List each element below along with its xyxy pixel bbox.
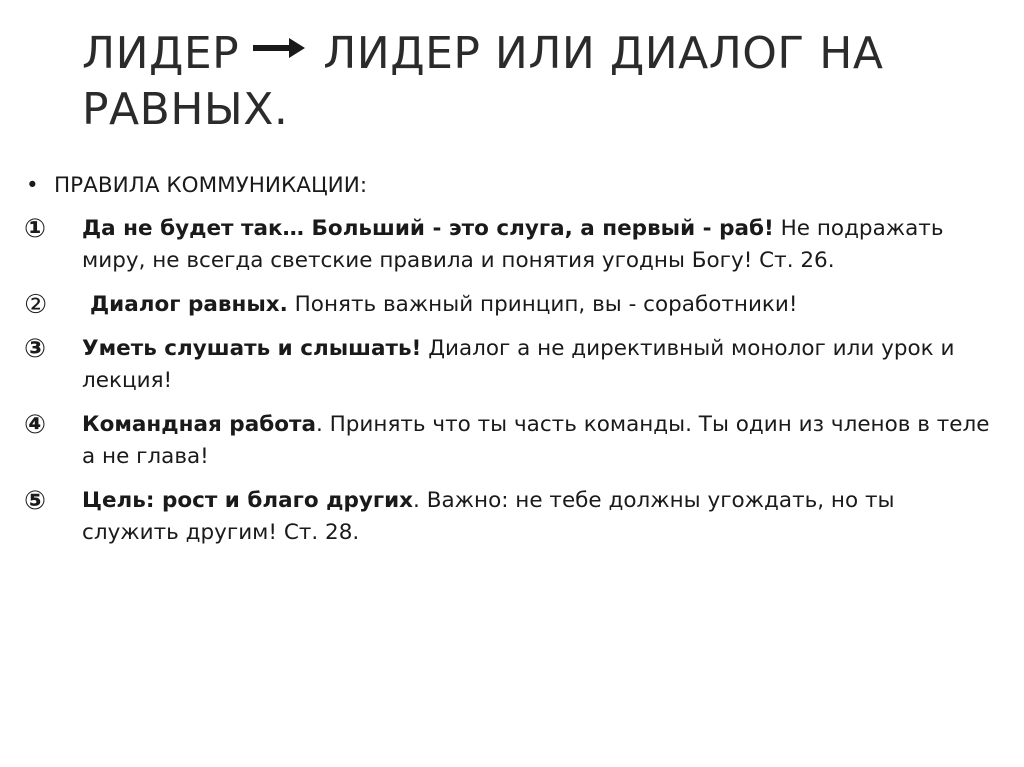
- list-item: [24, 289, 994, 321]
- circled-number-1: ①: [24, 214, 47, 244]
- item-bold-text: Уметь слушать и слышать!: [82, 336, 422, 361]
- list-item: [24, 485, 994, 549]
- bullet-marker: •: [26, 173, 39, 198]
- item-text: . Важно: не тебе должны угождать, но ты служить другим! Ст. 28.: [82, 488, 895, 545]
- list-item: [24, 333, 994, 397]
- item-bold-text: Командная работа: [82, 412, 316, 437]
- circled-number-4: ④: [24, 410, 47, 440]
- item-text: Не подражать миру, не всегда светские правила и понятия угодны Богу! Ст. 26.: [82, 216, 944, 273]
- rules-heading-text: ПРАВИЛА КОММУНИКАЦИИ:: [54, 173, 368, 198]
- item-text: Понять важный принцип, вы - соработники!: [287, 292, 798, 317]
- item-bold-text: Цель: рост и благо других: [82, 488, 414, 513]
- slide-body: [24, 170, 994, 561]
- circled-number-2: ②: [24, 290, 48, 320]
- rules-heading: [24, 170, 994, 202]
- item-text: Диалог а не директивный монолог или урок и лекция!: [82, 336, 955, 393]
- item-bold-text: Да не будет так… Больший - это слуга, а первый - раб!: [82, 216, 774, 241]
- list-item: [24, 409, 994, 473]
- right-arrow-icon: [253, 38, 305, 58]
- list-item: [24, 213, 994, 277]
- circled-number-3: ③: [24, 334, 47, 364]
- title-left: ЛИДЕР: [82, 28, 240, 79]
- slide-title: [82, 26, 962, 138]
- title-right: ЛИДЕР ИЛИ ДИАЛОГ НА РАВНЫХ.: [82, 28, 884, 135]
- item-bold-text: Диалог равных.: [90, 292, 288, 317]
- item-text: . Принять что ты часть команды. Ты один из членов в теле а не глава!: [82, 412, 990, 469]
- circled-number-5: ⑤: [24, 486, 47, 516]
